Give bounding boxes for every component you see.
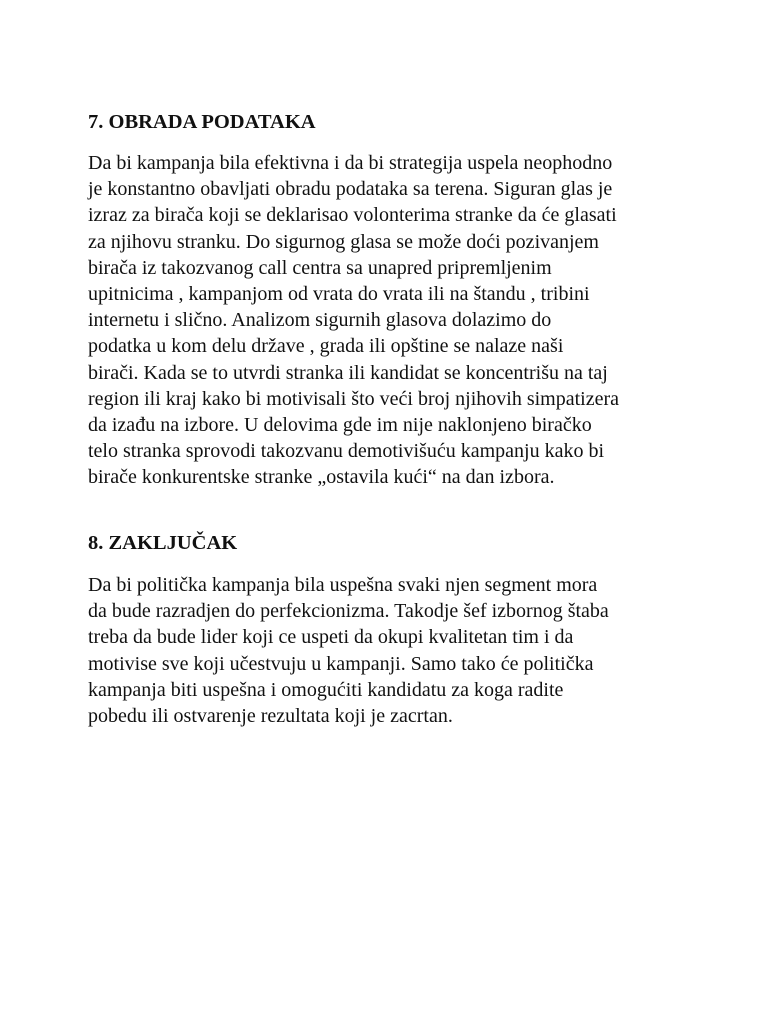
paragraph-line: da izađu na izbore. U delovima gde im nije naklonjeno biračko <box>88 414 592 437</box>
section-7-paragraph <box>88 150 619 491</box>
section-8-paragraph <box>88 572 609 729</box>
paragraph-line: internetu i slično. Analizom sigurnih glasova dolazimo do <box>88 309 552 332</box>
paragraph-line: kampanja biti uspešna i omogućiti kandidatu za koga radite <box>88 678 564 701</box>
section-7-heading: 7. OBRADA PODATAKA <box>88 111 316 133</box>
paragraph-line: birači. Kada se to utvrdi stranka ili kandidat se koncentrišu na taj <box>88 361 608 384</box>
paragraph-line: podatka u kom delu države , grada ili opštine se nalaze naši <box>88 335 564 358</box>
paragraph-line: Da bi politička kampanja bila uspešna svaki njen segment mora <box>88 574 598 596</box>
paragraph-line: pobedu ili ostvarenje rezultata koji je zacrtan. <box>88 705 453 728</box>
paragraph-line: motivise sve koji učestvuju u kampanji. Samo tako će politička <box>88 652 594 675</box>
paragraph-line: da bude razradjen do perfekcionizma. Takodje šef izbornog štaba <box>88 600 609 623</box>
paragraph-line: za njihovu stranku. Do sigurnog glasa se može doći pozivanjem <box>88 230 599 253</box>
paragraph-line: telo stranka sprovodi takozvanu demotivišuću kampanju kako bi <box>88 440 604 463</box>
paragraph-line: birača iz takozvanog call centra sa unapred pripremljenim <box>88 256 552 279</box>
paragraph-line: treba da bude lider koji ce uspeti da okupi kvalitetan tim i da <box>88 626 574 649</box>
paragraph-line: je konstantno obavljati obradu podataka sa terena. Siguran glas je <box>88 178 613 201</box>
paragraph-line: region ili kraj kako bi motivisali što veći broj njihovih simpatizera <box>88 387 620 410</box>
paragraph-line: upitnicima , kampanjom od vrata do vrata ili na štandu , tribini <box>88 283 590 306</box>
section-8-heading: 8. ZAKLJUČAK <box>88 532 238 554</box>
paragraph-line: birače konkurentske stranke „ostavila kući“ na dan izbora. <box>88 466 555 489</box>
paragraph-line: Da bi kampanja bila efektivna i da bi strategija uspela neophodno <box>88 152 613 174</box>
paragraph-line: izraz za birača koji se deklarisao volonterima stranke da će glasati <box>88 204 617 227</box>
